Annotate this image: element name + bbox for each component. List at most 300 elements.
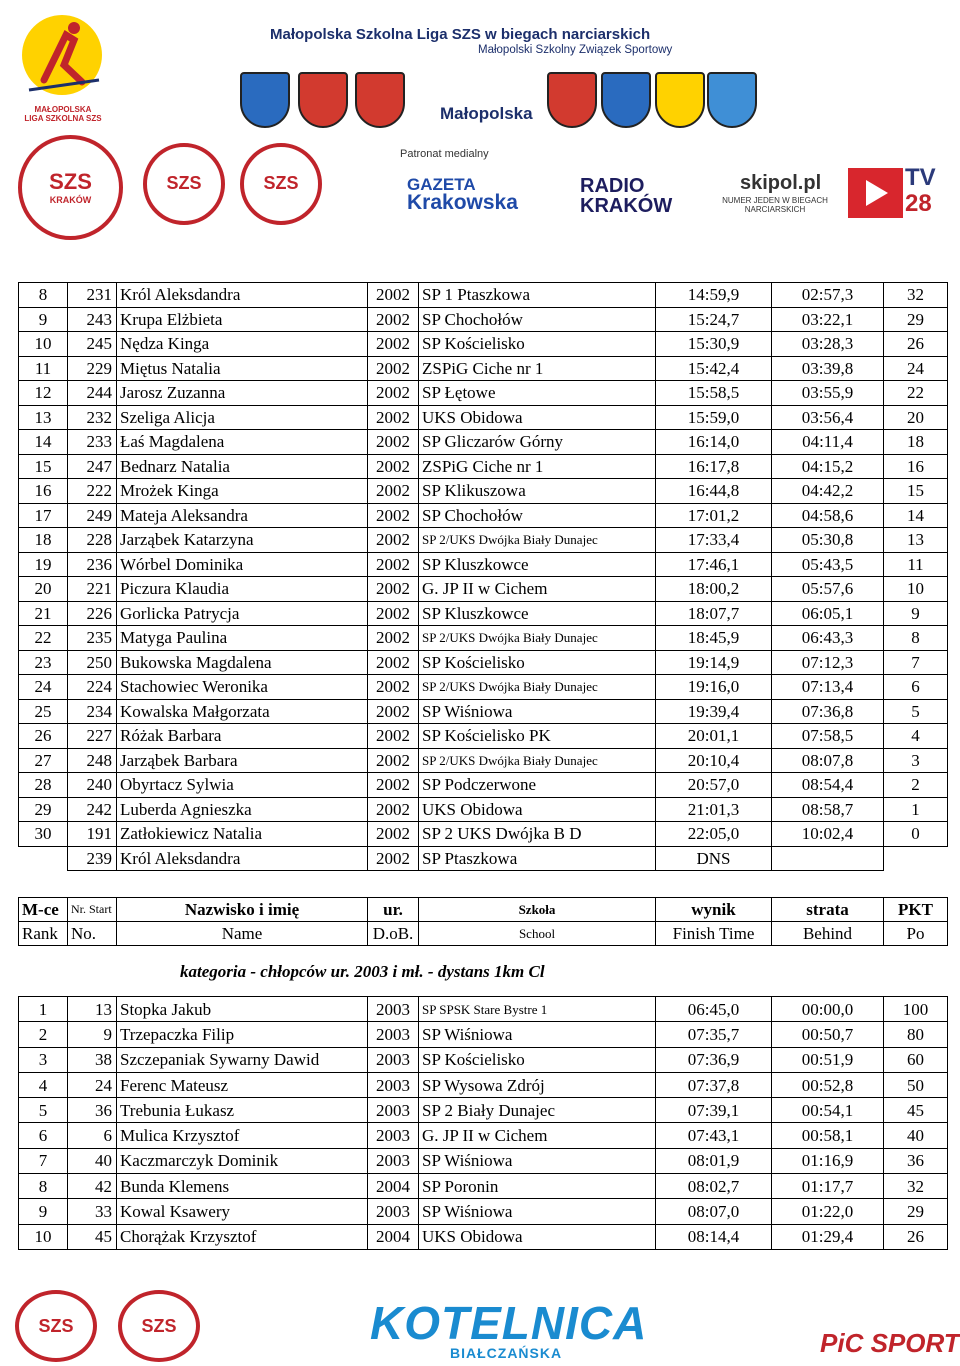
- cell-birth-year: 2002: [368, 699, 419, 724]
- cell-birth-year: 2003: [368, 1098, 419, 1123]
- cell-school: SP SPSK Stare Bystre 1: [419, 997, 656, 1022]
- cell-behind: 04:15,2: [772, 454, 884, 479]
- kotelnica-subtitle: BIAŁCZAŃSKA: [450, 1345, 563, 1361]
- cell-name: Stopka Jakub: [117, 997, 368, 1022]
- malopolska-logo: Małopolska: [440, 104, 533, 123]
- cell-birth-year: 2002: [368, 332, 419, 357]
- cell-name: Król Aleksdandra: [117, 283, 368, 308]
- cell-name: Jarząbek Barbara: [117, 748, 368, 773]
- cell-behind: 10:02,4: [772, 822, 884, 847]
- cell-points: 11: [884, 552, 948, 577]
- cell-birth-year: 2002: [368, 601, 419, 626]
- cell-rank: 3: [19, 1047, 68, 1072]
- kotelnica-logo: KOTELNICA: [370, 1297, 648, 1349]
- cell-rank: 10: [19, 1224, 68, 1249]
- cell-name: Nędza Kinga: [117, 332, 368, 357]
- cell-school: ZSPiG Ciche nr 1: [419, 356, 656, 381]
- cell-birth-year: 2003: [368, 997, 419, 1022]
- cell-name: Szeliga Alicja: [117, 405, 368, 430]
- cell-school: SP 1 Ptaszkowa: [419, 283, 656, 308]
- cell-school: SP Łętowe: [419, 381, 656, 406]
- cell-name: Trebunia Łukasz: [117, 1098, 368, 1123]
- table-row: [19, 1148, 948, 1173]
- tv28-logo: TV 28: [905, 164, 936, 217]
- cell-finish-time: 22:05,0: [656, 822, 772, 847]
- cell-behind: 01:16,9: [772, 1148, 884, 1173]
- cell-start-no: 233: [68, 430, 117, 455]
- cell-finish-time: 07:43,1: [656, 1123, 772, 1148]
- header-name: Nazwisko i imię: [117, 898, 368, 922]
- cell-start-no: 239: [68, 846, 117, 871]
- radio-krakow-logo: RADIO KRAKÓW: [580, 175, 673, 217]
- cell-points: 100: [884, 997, 948, 1022]
- cell-name: Chorążak Krzysztof: [117, 1224, 368, 1249]
- cell-start-no: 245: [68, 332, 117, 357]
- column-header-row-en: [19, 922, 948, 946]
- league-subtitle: Małopolski Szkolny Związek Sportowy: [478, 44, 673, 56]
- cell-points: 4: [884, 724, 948, 749]
- cell-school: SP Kościelisko: [419, 650, 656, 675]
- header-points-en: Po: [884, 922, 948, 946]
- cell-start-no: 221: [68, 577, 117, 602]
- cell-rank: 8: [19, 1174, 68, 1199]
- table-row: [19, 748, 948, 773]
- cell-name: Bednarz Natalia: [117, 454, 368, 479]
- cell-name: Szczepaniak Sywarny Dawid: [117, 1047, 368, 1072]
- cell-name: Łaś Magdalena: [117, 430, 368, 455]
- cell-finish-time: 17:46,1: [656, 552, 772, 577]
- cell-birth-year: 2003: [368, 1123, 419, 1148]
- cell-points: 20: [884, 405, 948, 430]
- cell-behind: 04:42,2: [772, 479, 884, 504]
- cell-school: SP Kościelisko: [419, 1047, 656, 1072]
- cell-rank: 4: [19, 1072, 68, 1097]
- results-table-girls: [18, 282, 948, 871]
- cell-rank: 6: [19, 1123, 68, 1148]
- cell-finish-time: 19:14,9: [656, 650, 772, 675]
- cell-finish-time: 15:58,5: [656, 381, 772, 406]
- cell-points: 8: [884, 626, 948, 651]
- cell-birth-year: 2002: [368, 577, 419, 602]
- cell-points: 5: [884, 699, 948, 724]
- cell-name: Bunda Klemens: [117, 1174, 368, 1199]
- cell-name: Kowalska Małgorzata: [117, 699, 368, 724]
- table-row: [19, 675, 948, 700]
- table-row: [19, 822, 948, 847]
- cell-behind: 02:57,3: [772, 283, 884, 308]
- cell-finish-time: 06:45,0: [656, 997, 772, 1022]
- cell-points: 60: [884, 1047, 948, 1072]
- cell-behind: 00:50,7: [772, 1022, 884, 1047]
- cell-birth-year: 2002: [368, 773, 419, 798]
- cell-birth-year: 2002: [368, 381, 419, 406]
- cell-name: Piczura Klaudia: [117, 577, 368, 602]
- cell-finish-time: 07:35,7: [656, 1022, 772, 1047]
- cell-rank: 24: [19, 675, 68, 700]
- table-row: [19, 356, 948, 381]
- cell-behind: 03:22,1: [772, 307, 884, 332]
- cell-rank: 12: [19, 381, 68, 406]
- header-points: PKT: [884, 898, 948, 922]
- cell-birth-year: 2004: [368, 1224, 419, 1249]
- cell-school: SP 2/UKS Dwójka Biały Dunajec: [419, 528, 656, 553]
- cell-name: Wórbel Dominika: [117, 552, 368, 577]
- table-row: [19, 381, 948, 406]
- cell-finish-time: 07:37,8: [656, 1072, 772, 1097]
- cell-points: 32: [884, 283, 948, 308]
- table-row: [19, 552, 948, 577]
- header-result: wynik: [656, 898, 772, 922]
- cell-finish-time: 07:36,9: [656, 1047, 772, 1072]
- cell-school: SP Ptaszkowa: [419, 846, 656, 871]
- cell-behind: 07:13,4: [772, 675, 884, 700]
- cell-finish-time: 18:45,9: [656, 626, 772, 651]
- cell-rank: 30: [19, 822, 68, 847]
- cell-name: Krupa Elżbieta: [117, 307, 368, 332]
- cell-school: ZSPiG Ciche nr 1: [419, 454, 656, 479]
- league-title: Małopolska Szkolna Liga SZS w biegach narciarskich: [270, 26, 651, 43]
- cell-finish-time: 08:01,9: [656, 1148, 772, 1173]
- results-table-boys: [18, 996, 948, 1250]
- cell-finish-time: 19:39,4: [656, 699, 772, 724]
- cell-points: 32: [884, 1174, 948, 1199]
- cell-behind: 03:55,9: [772, 381, 884, 406]
- cell-name: Trzepaczka Filip: [117, 1022, 368, 1047]
- cell-rank: 13: [19, 405, 68, 430]
- cell-start-no: 249: [68, 503, 117, 528]
- cell-rank: 5: [19, 1098, 68, 1123]
- table-row: [19, 724, 948, 749]
- table-row: [19, 430, 948, 455]
- cell-start-no: 226: [68, 601, 117, 626]
- cell-school: SP 2/UKS Dwójka Biały Dunajec: [419, 748, 656, 773]
- cell-name: Kowal Ksawery: [117, 1199, 368, 1224]
- cell-school: SP Wiśniowa: [419, 1022, 656, 1047]
- cell-points: 26: [884, 332, 948, 357]
- table-row: [19, 528, 948, 553]
- cell-points: 45: [884, 1098, 948, 1123]
- cell-name: Król Aleksdandra: [117, 846, 368, 871]
- cell-start-no: 250: [68, 650, 117, 675]
- cell-start-no: 24: [68, 1072, 117, 1097]
- cell-start-no: 224: [68, 675, 117, 700]
- cell-birth-year: 2002: [368, 405, 419, 430]
- cell-start-no: 231: [68, 283, 117, 308]
- cell-behind: 00:52,8: [772, 1072, 884, 1097]
- cell-start-no: 235: [68, 626, 117, 651]
- column-header-row-pl: [19, 898, 948, 922]
- cell-school: SP Chochołów: [419, 503, 656, 528]
- cell-birth-year: 2002: [368, 283, 419, 308]
- table-row: [19, 307, 948, 332]
- cell-start-no: 229: [68, 356, 117, 381]
- cell-rank: 26: [19, 724, 68, 749]
- cell-rank: 17: [19, 503, 68, 528]
- table-row: [19, 283, 948, 308]
- cell-name: Stachowiec Weronika: [117, 675, 368, 700]
- cell-points: 15: [884, 479, 948, 504]
- cell-finish-time: 15:59,0: [656, 405, 772, 430]
- cell-name: Gorlicka Patrycja: [117, 601, 368, 626]
- cell-rank: 28: [19, 773, 68, 798]
- cell-rank: 19: [19, 552, 68, 577]
- cell-points: 29: [884, 307, 948, 332]
- crest-icon: [355, 72, 405, 128]
- cell-rank: 21: [19, 601, 68, 626]
- cell-name: Jarząbek Katarzyna: [117, 528, 368, 553]
- skier-icon: [14, 10, 112, 100]
- cell-rank: 10: [19, 332, 68, 357]
- cell-birth-year: 2002: [368, 650, 419, 675]
- cell-rank: 29: [19, 797, 68, 822]
- cell-birth-year: 2002: [368, 797, 419, 822]
- cell-behind: 04:11,4: [772, 430, 884, 455]
- skipol-logo: skipol.pl: [740, 172, 822, 194]
- table-row: [19, 650, 948, 675]
- cell-school: SP Klikuszowa: [419, 479, 656, 504]
- cell-behind: 00:54,1: [772, 1098, 884, 1123]
- table-row: [19, 626, 948, 651]
- cell-rank: 9: [19, 307, 68, 332]
- cell-start-no: 33: [68, 1199, 117, 1224]
- cell-start-no: 222: [68, 479, 117, 504]
- cell-name: Obyrtacz Sylwia: [117, 773, 368, 798]
- cell-points: 14: [884, 503, 948, 528]
- cell-rank: 16: [19, 479, 68, 504]
- cell-name: Zatłokiewicz Natalia: [117, 822, 368, 847]
- cell-behind: 03:56,4: [772, 405, 884, 430]
- cell-behind: 05:30,8: [772, 528, 884, 553]
- play-icon: [848, 168, 903, 218]
- cell-behind: 01:29,4: [772, 1224, 884, 1249]
- cell-start-no: 40: [68, 1148, 117, 1173]
- cell-finish-time: 19:16,0: [656, 675, 772, 700]
- cell-behind: 04:58,6: [772, 503, 884, 528]
- cell-points: 22: [884, 381, 948, 406]
- table-row: [19, 1047, 948, 1072]
- table-row: [19, 332, 948, 357]
- header-name-en: Name: [117, 922, 368, 946]
- cell-behind: 06:05,1: [772, 601, 884, 626]
- cell-finish-time: 15:24,7: [656, 307, 772, 332]
- cell-start-no: 242: [68, 797, 117, 822]
- header-rank: M-ce: [19, 898, 68, 922]
- cell-points: 24: [884, 356, 948, 381]
- cell-behind: 00:00,0: [772, 997, 884, 1022]
- cell-start-no: 13: [68, 997, 117, 1022]
- cell-school: SP 2/UKS Dwójka Biały Dunajec: [419, 675, 656, 700]
- cell-birth-year: 2002: [368, 675, 419, 700]
- cell-behind: 08:54,4: [772, 773, 884, 798]
- cell-start-no: 232: [68, 405, 117, 430]
- cell-behind: 07:58,5: [772, 724, 884, 749]
- cell-rank: 23: [19, 650, 68, 675]
- cell-finish-time: 17:33,4: [656, 528, 772, 553]
- table-row: [19, 405, 948, 430]
- cell-start-no: 247: [68, 454, 117, 479]
- cell-rank: 22: [19, 626, 68, 651]
- cell-rank: 18: [19, 528, 68, 553]
- szs-footer-seal: SZS: [15, 1290, 97, 1362]
- table-row: [19, 997, 948, 1022]
- cell-points: 50: [884, 1072, 948, 1097]
- cell-name: Luberda Agnieszka: [117, 797, 368, 822]
- table-row: [19, 601, 948, 626]
- crest-icon: [601, 72, 651, 128]
- cell-rank: 8: [19, 283, 68, 308]
- cell-school: SP Kluszkowce: [419, 601, 656, 626]
- cell-rank: 7: [19, 1148, 68, 1173]
- header-rank-en: Rank: [19, 922, 68, 946]
- cell-rank: 27: [19, 748, 68, 773]
- cell-finish-time: 20:57,0: [656, 773, 772, 798]
- crest-icon: [547, 72, 597, 128]
- table-row: [19, 1174, 948, 1199]
- crest-icon: [707, 72, 757, 128]
- header-school-en: School: [419, 922, 656, 946]
- cell-behind: 03:28,3: [772, 332, 884, 357]
- szs-krakow-seal: SZS KRAKÓW: [18, 135, 123, 240]
- cell-points: 40: [884, 1123, 948, 1148]
- cell-behind: 07:36,8: [772, 699, 884, 724]
- cell-rank: 11: [19, 356, 68, 381]
- cell-school: G. JP II w Cichem: [419, 577, 656, 602]
- table-row: [19, 454, 948, 479]
- cell-birth-year: 2002: [368, 822, 419, 847]
- cell-rank: 20: [19, 577, 68, 602]
- szs-powiat-seal: SZS: [240, 143, 322, 225]
- liga-logo: [14, 10, 112, 128]
- cell-birth-year: 2002: [368, 430, 419, 455]
- page-header: [0, 0, 960, 250]
- crest-icon: [655, 72, 705, 128]
- cell-birth-year: 2002: [368, 552, 419, 577]
- cell-finish-time: 16:44,8: [656, 479, 772, 504]
- cell-birth-year: 2003: [368, 1199, 419, 1224]
- header-finish-en: Finish Time: [656, 922, 772, 946]
- cell-start-no: 243: [68, 307, 117, 332]
- table-row: [19, 503, 948, 528]
- cell-finish-time: 17:01,2: [656, 503, 772, 528]
- cell-finish-time: 18:07,7: [656, 601, 772, 626]
- cell-finish-time: 16:14,0: [656, 430, 772, 455]
- cell-school: UKS Obidowa: [419, 797, 656, 822]
- cell-start-no: 6: [68, 1123, 117, 1148]
- table-row: [19, 846, 948, 871]
- cell-points: 13: [884, 528, 948, 553]
- header-start-no: Nr. Start: [68, 898, 117, 922]
- column-headers: [18, 897, 948, 946]
- cell-start-no: 240: [68, 773, 117, 798]
- cell-rank: [19, 846, 68, 871]
- cell-points: 3: [884, 748, 948, 773]
- cell-start-no: 38: [68, 1047, 117, 1072]
- cell-behind: 01:22,0: [772, 1199, 884, 1224]
- cell-name: Różak Barbara: [117, 724, 368, 749]
- cell-behind: 00:58,1: [772, 1123, 884, 1148]
- header-school: Szkoła: [419, 898, 656, 922]
- cell-behind: 05:57,6: [772, 577, 884, 602]
- szs-footer-seal: SZS: [118, 1290, 200, 1362]
- cell-start-no: 244: [68, 381, 117, 406]
- cell-points: 1: [884, 797, 948, 822]
- cell-start-no: 236: [68, 552, 117, 577]
- cell-rank: 14: [19, 430, 68, 455]
- cell-points: [884, 846, 948, 871]
- cell-name: Kaczmarczyk Dominik: [117, 1148, 368, 1173]
- cell-name: Mulica Krzysztof: [117, 1123, 368, 1148]
- crest-icon: [298, 72, 348, 128]
- liga-logo-text: MAŁOPOLSKA LIGA SZKOLNA SZS: [24, 105, 102, 123]
- cell-birth-year: 2002: [368, 724, 419, 749]
- cell-name: Bukowska Magdalena: [117, 650, 368, 675]
- table-row: [19, 699, 948, 724]
- cell-name: Matyga Paulina: [117, 626, 368, 651]
- header-behind: strata: [772, 898, 884, 922]
- cell-finish-time: 20:01,1: [656, 724, 772, 749]
- cell-birth-year: 2002: [368, 528, 419, 553]
- cell-rank: 25: [19, 699, 68, 724]
- cell-behind: 07:12,3: [772, 650, 884, 675]
- cell-behind: 08:58,7: [772, 797, 884, 822]
- cell-behind: [772, 846, 884, 871]
- cell-birth-year: 2004: [368, 1174, 419, 1199]
- cell-school: SP Podczerwone: [419, 773, 656, 798]
- cell-school: SP Gliczarów Górny: [419, 430, 656, 455]
- cell-points: 0: [884, 822, 948, 847]
- table-row: [19, 1199, 948, 1224]
- cell-school: SP 2 Biały Dunajec: [419, 1098, 656, 1123]
- cell-behind: 01:17,7: [772, 1174, 884, 1199]
- header-birth-year: ur.: [368, 898, 419, 922]
- cell-finish-time: 08:14,4: [656, 1224, 772, 1249]
- cell-name: Ferenc Mateusz: [117, 1072, 368, 1097]
- cell-behind: 05:43,5: [772, 552, 884, 577]
- table-row: [19, 1098, 948, 1123]
- cell-points: 2: [884, 773, 948, 798]
- cell-finish-time: 07:39,1: [656, 1098, 772, 1123]
- header-behind-en: Behind: [772, 922, 884, 946]
- cell-finish-time: 20:10,4: [656, 748, 772, 773]
- cell-points: 29: [884, 1199, 948, 1224]
- cell-rank: 2: [19, 1022, 68, 1047]
- cell-rank: 1: [19, 997, 68, 1022]
- cell-points: 16: [884, 454, 948, 479]
- cell-school: UKS Obidowa: [419, 1224, 656, 1249]
- cell-points: 18: [884, 430, 948, 455]
- cell-finish-time: 16:17,8: [656, 454, 772, 479]
- cell-school: UKS Obidowa: [419, 405, 656, 430]
- cell-finish-time: 15:30,9: [656, 332, 772, 357]
- cell-birth-year: 2002: [368, 846, 419, 871]
- picsport-logo: PiC SPORT: [820, 1328, 960, 1358]
- cell-school: SP Wiśniowa: [419, 699, 656, 724]
- cell-name: Jarosz Zuzanna: [117, 381, 368, 406]
- cell-birth-year: 2002: [368, 454, 419, 479]
- cell-behind: 03:39,8: [772, 356, 884, 381]
- cell-rank: 15: [19, 454, 68, 479]
- cell-birth-year: 2002: [368, 748, 419, 773]
- cell-school: SP Kościelisko PK: [419, 724, 656, 749]
- table-row: [19, 1022, 948, 1047]
- cell-birth-year: 2003: [368, 1148, 419, 1173]
- cell-finish-time: 08:07,0: [656, 1199, 772, 1224]
- cell-start-no: 227: [68, 724, 117, 749]
- cell-points: 6: [884, 675, 948, 700]
- cell-birth-year: 2002: [368, 626, 419, 651]
- cell-birth-year: 2003: [368, 1047, 419, 1072]
- cell-start-no: 36: [68, 1098, 117, 1123]
